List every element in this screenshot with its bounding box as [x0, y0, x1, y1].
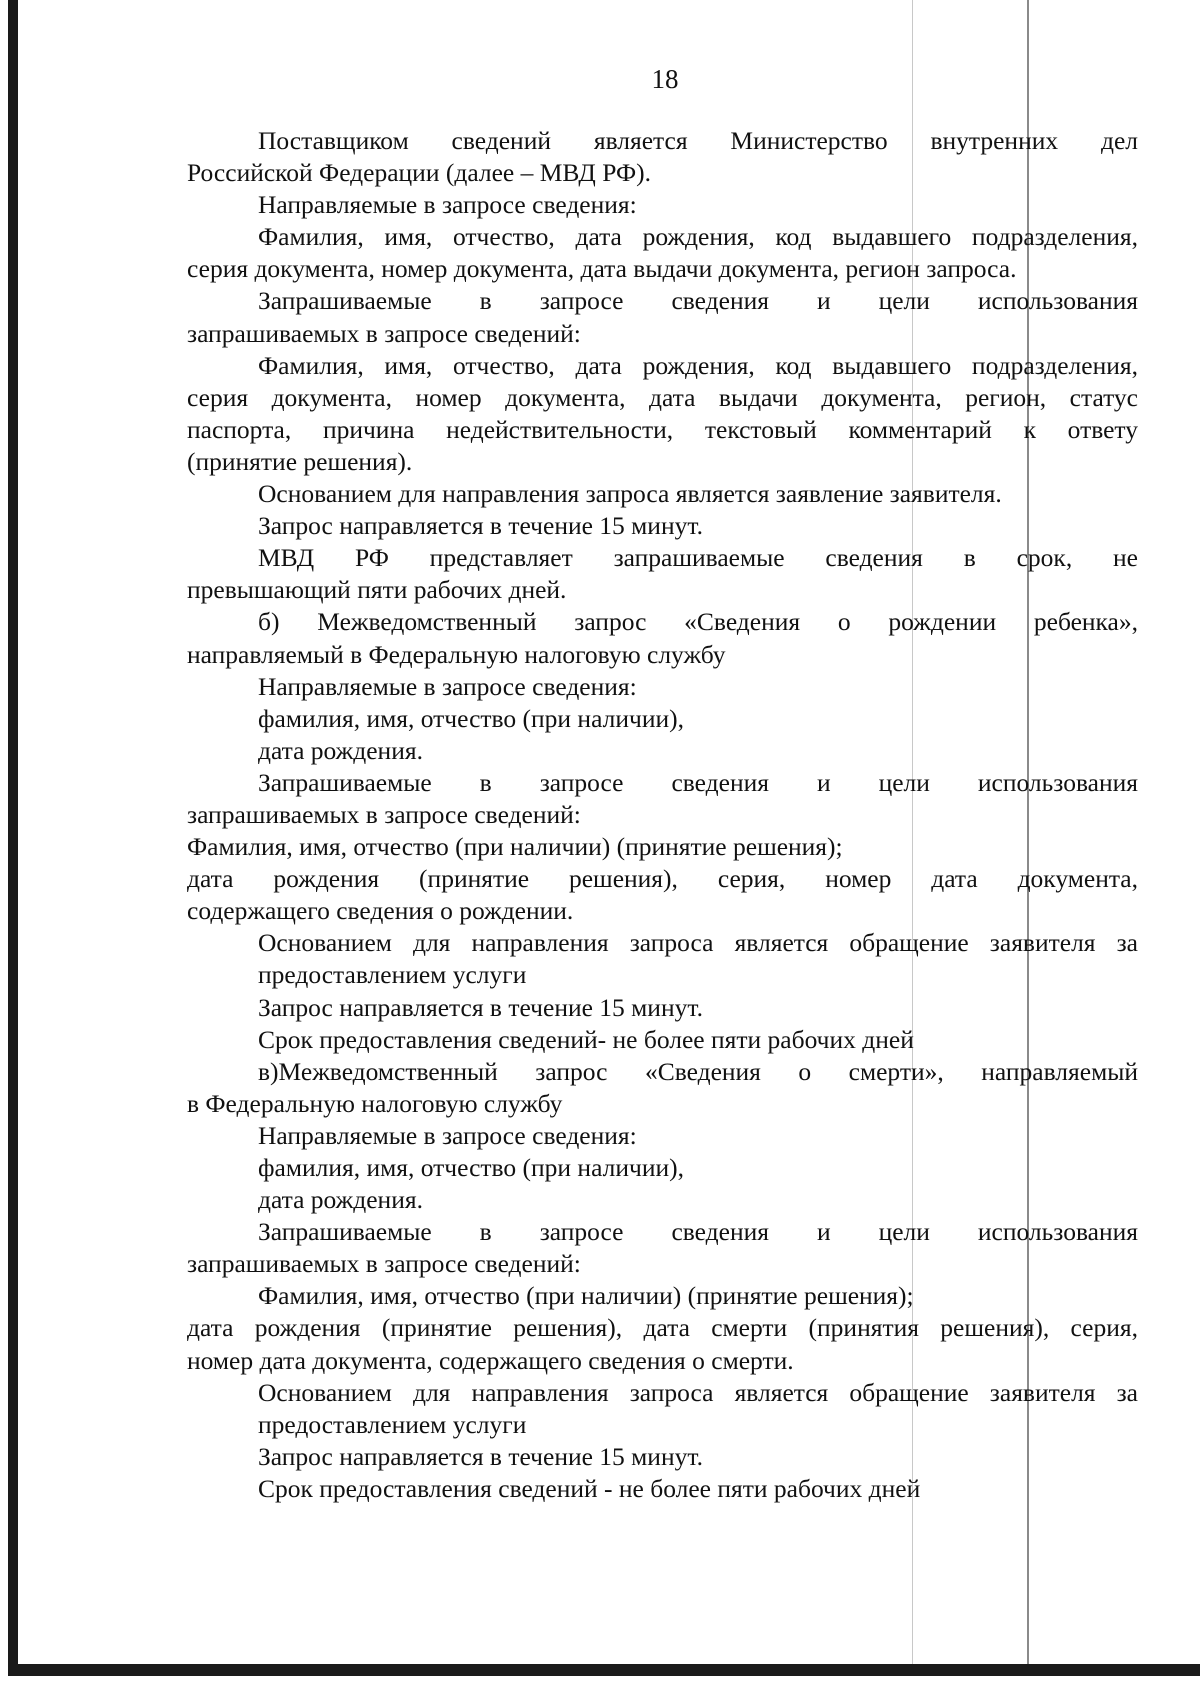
text-line: Основанием для направления запроса является заявление заявителя.	[258, 479, 1002, 509]
scan-bottom-border	[8, 1664, 1200, 1676]
text-line: серия документа, номер документа, дата выдачи документа, регион, статус	[187, 382, 1138, 412]
text-line: б) Межведомственный запрос «Сведения о рождении ребенка»,	[258, 607, 1138, 637]
text-line: превышающий пяти рабочих дней.	[187, 575, 567, 605]
text-line: Направляемые в запросе сведения:	[258, 671, 637, 701]
text-line: Направляемые в запросе сведения:	[258, 1120, 637, 1150]
text-line: Запрашиваемые в запросе сведения и цели использования	[258, 1217, 1138, 1247]
text-line: Фамилия, имя, отчество (при наличии) (принятие решения);	[258, 1281, 914, 1311]
text-line: дата рождения.	[258, 735, 423, 765]
text-line: фамилия, имя, отчество (при наличии),	[258, 703, 684, 733]
text-line: номер дата документа, содержащего сведения о смерти.	[187, 1345, 794, 1375]
text-line: Российской Федерации (далее – МВД РФ).	[187, 158, 651, 188]
text-line: Срок предоставления сведений - не более пяти рабочих дней	[258, 1473, 921, 1503]
text-line: (принятие решения).	[187, 446, 413, 476]
text-line: в Федеральную налоговую службу	[187, 1088, 563, 1118]
text-line: дата рождения (принятие решения), серия, номер дата документа,	[187, 864, 1138, 894]
text-line: Срок предоставления сведений- не более пяти рабочих дней	[258, 1024, 914, 1054]
text-line: запрашиваемых в запросе сведений:	[187, 318, 581, 348]
text-line: Поставщиком сведений является Министерство внутренних дел	[258, 126, 1138, 155]
text-line: Запрос направляется в течение 15 минут.	[258, 1441, 703, 1471]
text-line: МВД РФ представляет запрашиваемые сведения в срок, не	[258, 543, 1138, 573]
text-line: фамилия, имя, отчество (при наличии),	[258, 1153, 684, 1182]
text-line: дата рождения (принятие решения), дата смерти (принятия решения), серия,	[187, 1313, 1138, 1343]
text-line: запрашиваемых в запросе сведений:	[187, 1249, 581, 1279]
text-line: Запрашиваемые в запросе сведения и цели использования	[258, 767, 1138, 797]
text-line: Запрос направляется в течение 15 минут.	[258, 511, 703, 541]
text-line: Направляемые в запросе сведения:	[258, 190, 637, 220]
text-line: в)Межведомственный запрос «Сведения о смерти», направляемый	[258, 1056, 1138, 1086]
text-line: Фамилия, имя, отчество, дата рождения, код выдавшего подразделения,	[258, 222, 1138, 252]
document-body	[187, 125, 1138, 1505]
text-line: предоставлением услуги	[258, 1409, 527, 1439]
text-line: содержащего сведения о рождении.	[187, 896, 574, 926]
text-line: серия документа, номер документа, дата выдачи документа, регион запроса.	[187, 254, 1017, 284]
scan-left-border	[8, 0, 18, 1672]
text-line: паспорта, причина недействительности, текстовый комментарий к ответу	[187, 414, 1138, 444]
text-line: направляемый в Федеральную налоговую службу	[187, 639, 726, 669]
text-line: Основанием для направления запроса является обращение заявителя за	[258, 1377, 1138, 1407]
text-line: Фамилия, имя, отчество, дата рождения, код выдавшего подразделения,	[258, 350, 1138, 380]
text-line: Фамилия, имя, отчество (при наличии) (принятие решения);	[187, 832, 843, 862]
text-line: Основанием для направления запроса является обращение заявителя за	[258, 928, 1138, 958]
text-line: Запрос направляется в течение 15 минут.	[258, 992, 703, 1022]
text-line: дата рождения.	[258, 1185, 423, 1215]
text-line: запрашиваемых в запросе сведений:	[187, 799, 581, 829]
page-number: 18	[651, 64, 679, 94]
text-line: предоставлением услуги	[258, 960, 527, 990]
text-line: Запрашиваемые в запросе сведения и цели использования	[258, 286, 1138, 316]
